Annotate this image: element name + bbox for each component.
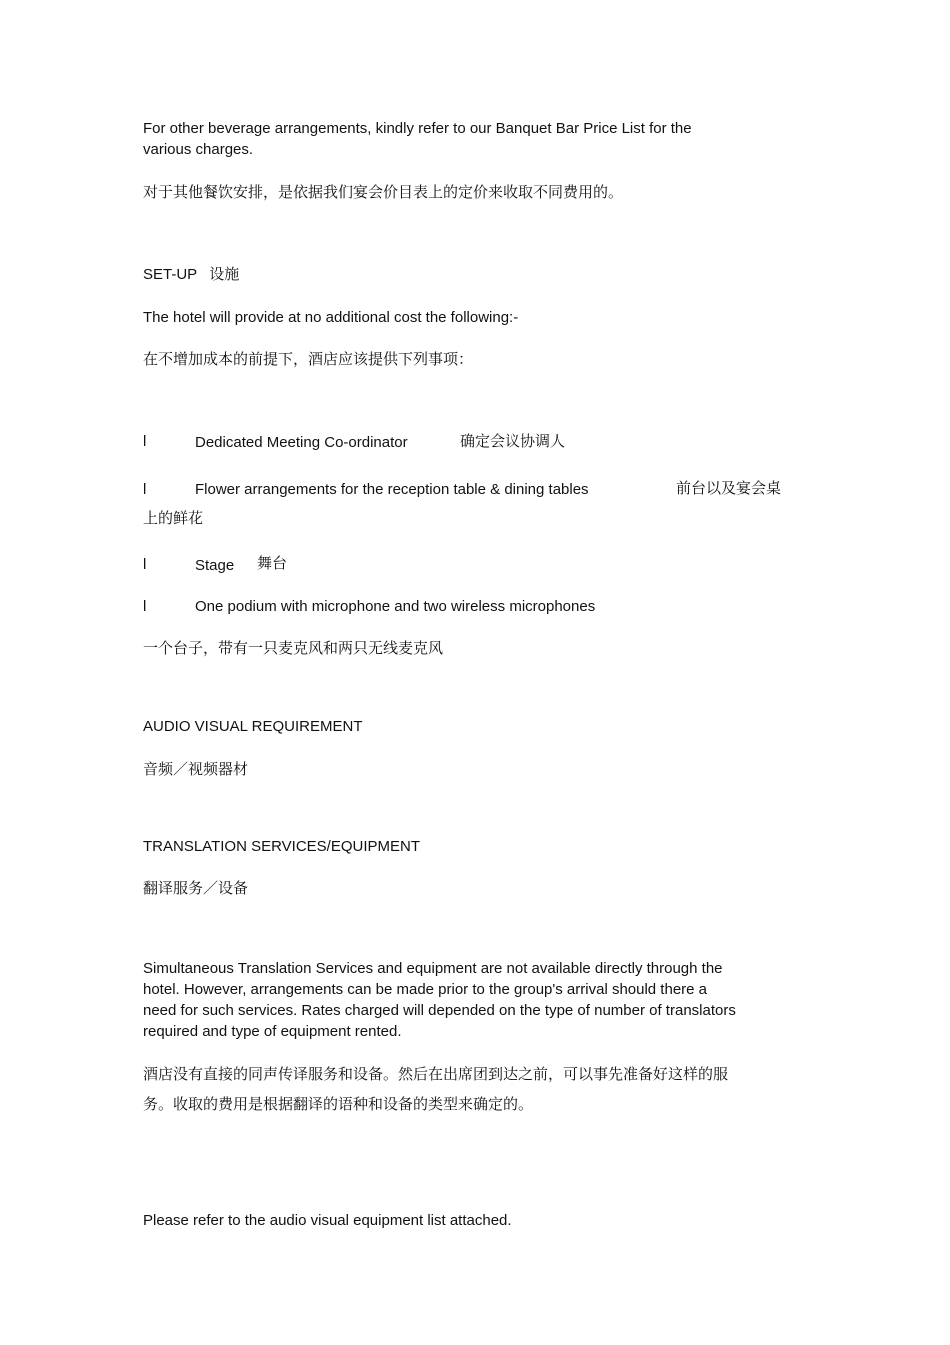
bullet-marker: l xyxy=(143,433,147,450)
setup-heading-en: SET-UP xyxy=(143,266,198,283)
setup-heading xyxy=(143,264,239,285)
setup-item-coordinator: Dedicated Meeting Co-ordinator xyxy=(195,434,408,451)
setup-item-stage: Stage xyxy=(195,557,235,574)
setup-item-stage-cn: 舞台 xyxy=(257,554,288,572)
setup-item-podium-cn: 一个台子，带有一只麦克风和两只无线麦克风 xyxy=(143,639,444,657)
audio-visual-heading: AUDIO VISUAL REQUIREMENT xyxy=(143,718,363,735)
bullet-marker: l xyxy=(143,481,147,498)
setup-intro: The hotel will provide at no additional cost the following:- xyxy=(143,309,519,326)
translation-paragraph: Simultaneous Translation Services and equipment are not available directly through the hotel. However, arrangements can be made prior to the group's arrival should there a need for such services. Rates charged will depended on the type of number of translators required and type of equipment rented. xyxy=(143,960,736,1040)
bullet-marker: l xyxy=(143,598,147,615)
translation-heading: TRANSLATION SERVICES/EQUIPMENT xyxy=(143,838,420,855)
translation-heading-cn: 翻译服务／设备 xyxy=(143,879,249,897)
setup-intro-chinese: 在不增加成本的前提下，酒店应该提供下列事项： xyxy=(143,350,474,368)
bullet-marker: l xyxy=(143,556,147,573)
beverage-paragraph: For other beverage arrangements, kindly refer to our Banquet Bar Price List for the various charges. xyxy=(143,120,692,158)
setup-item-flowers-cn-part2: 上的鲜花 xyxy=(143,509,204,527)
setup-item-podium: One podium with microphone and two wireless microphones xyxy=(195,598,596,615)
audio-visual-heading-cn: 音频／视频器材 xyxy=(143,760,249,778)
equipment-list-note: Please refer to the audio visual equipment list attached. xyxy=(143,1212,512,1229)
setup-item-coordinator-cn: 确定会议协调人 xyxy=(460,432,566,450)
setup-item-flowers: Flower arrangements for the reception table & dining tables xyxy=(195,481,589,498)
setup-item-flowers-cn-part1: 前台以及宴会桌 xyxy=(676,479,782,497)
beverage-paragraph-chinese: 对于其他餐饮安排，是依据我们宴会价目表上的定价来收取不同费用的。 xyxy=(143,183,624,201)
translation-paragraph-chinese: 酒店没有直接的同声传译服务和设备。然后在出席团到达之前，可以事先准备好这样的服务。收取的费用是根据翻译的语种和设备的类型来确定的。 xyxy=(143,1065,729,1113)
setup-heading-cn: 设施 xyxy=(209,265,240,283)
